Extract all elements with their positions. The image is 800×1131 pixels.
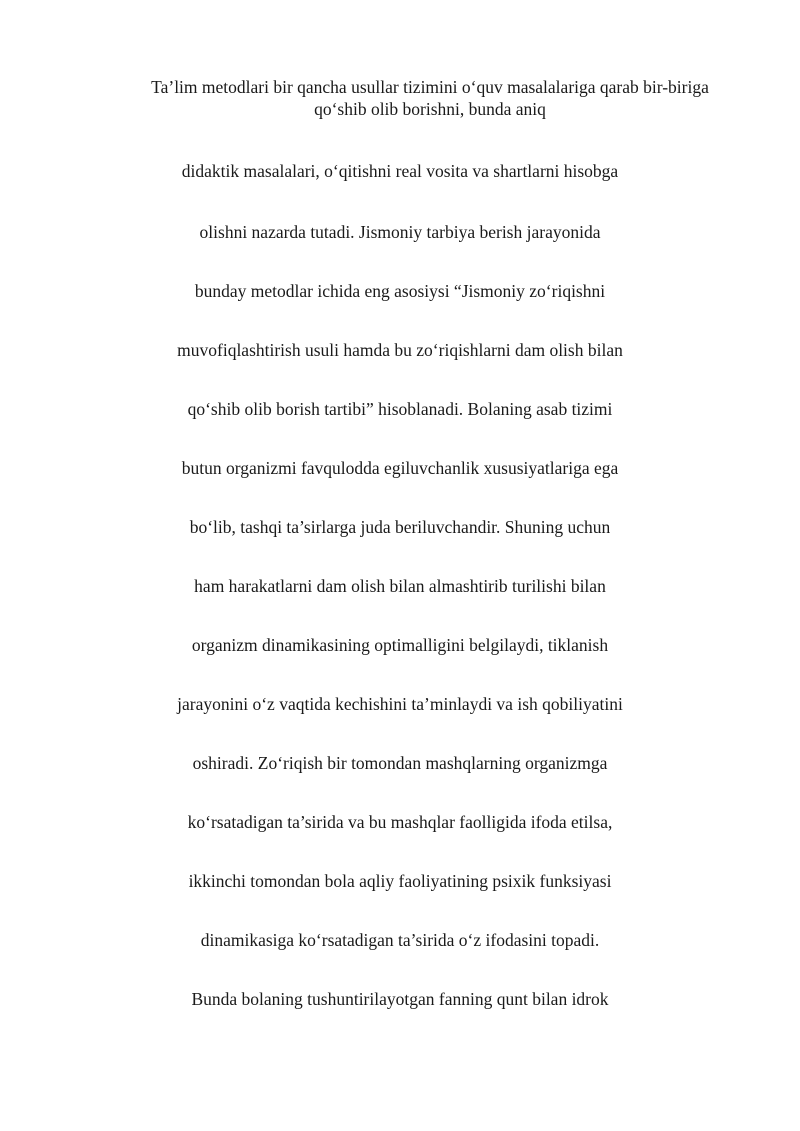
text-line-1: didaktik masalalari, o‘qitishni real vosita va shartlarni hisobga (181, 161, 619, 181)
text-line-14: dinamikasiga ko‘rsatadigan ta’sirida o‘z ifodasini topadi. (200, 930, 600, 950)
text-line-5: qo‘shib olib borish tartibi” hisoblanadi. Bolaning asab tizimi (187, 399, 613, 419)
text-line-11: oshiradi. Zo‘riqish bir tomondan mashqlarning organizmga (192, 753, 608, 773)
text-line-7: bo‘lib, tashqi ta’sirlarga juda beriluvchandir. Shuning uchun (189, 517, 611, 537)
text-line-15: Bunda bolaning tushuntirilayotgan fanning qunt bilan idrok (191, 989, 609, 1009)
text-line-13: ikkinchi tomondan bola aqliy faoliyatining psixik funksiyasi (188, 871, 612, 891)
text-line-6: butun organizmi favqulodda egiluvchanlik xususiyatlariga ega (181, 458, 619, 478)
text-line-2: olishni nazarda tutadi. Jismoniy tarbiya berish jarayonida (199, 222, 601, 242)
text-line-9: organizm dinamikasining optimalligini belgilaydi, tiklanish (191, 635, 609, 655)
intro-line-1: Ta’lim metodlari bir qancha usullar tizimini o‘quv masalalariga qarab bir-biriga (151, 77, 709, 97)
text-line-8: ham harakatlarni dam olish bilan almashtirib turilishi bilan (194, 576, 606, 596)
text-line-10: jarayonini o‘z vaqtida kechishini ta’minlaydi va ish qobiliyatini (177, 694, 623, 714)
intro-line-2: qo‘shib olib borishni, bunda aniq (314, 99, 546, 119)
text-line-3: bunday metodlar ichida eng asosiysi “Jismoniy zo‘riqishni (194, 281, 606, 301)
intro-paragraph (110, 76, 750, 120)
text-line-4: muvofiqlashtirish usuli hamda bu zo‘riqishlarni dam olish bilan (177, 340, 623, 360)
text-line-12: ko‘rsatadigan ta’sirida va bu mashqlar faolligida ifoda etilsa, (187, 812, 613, 832)
